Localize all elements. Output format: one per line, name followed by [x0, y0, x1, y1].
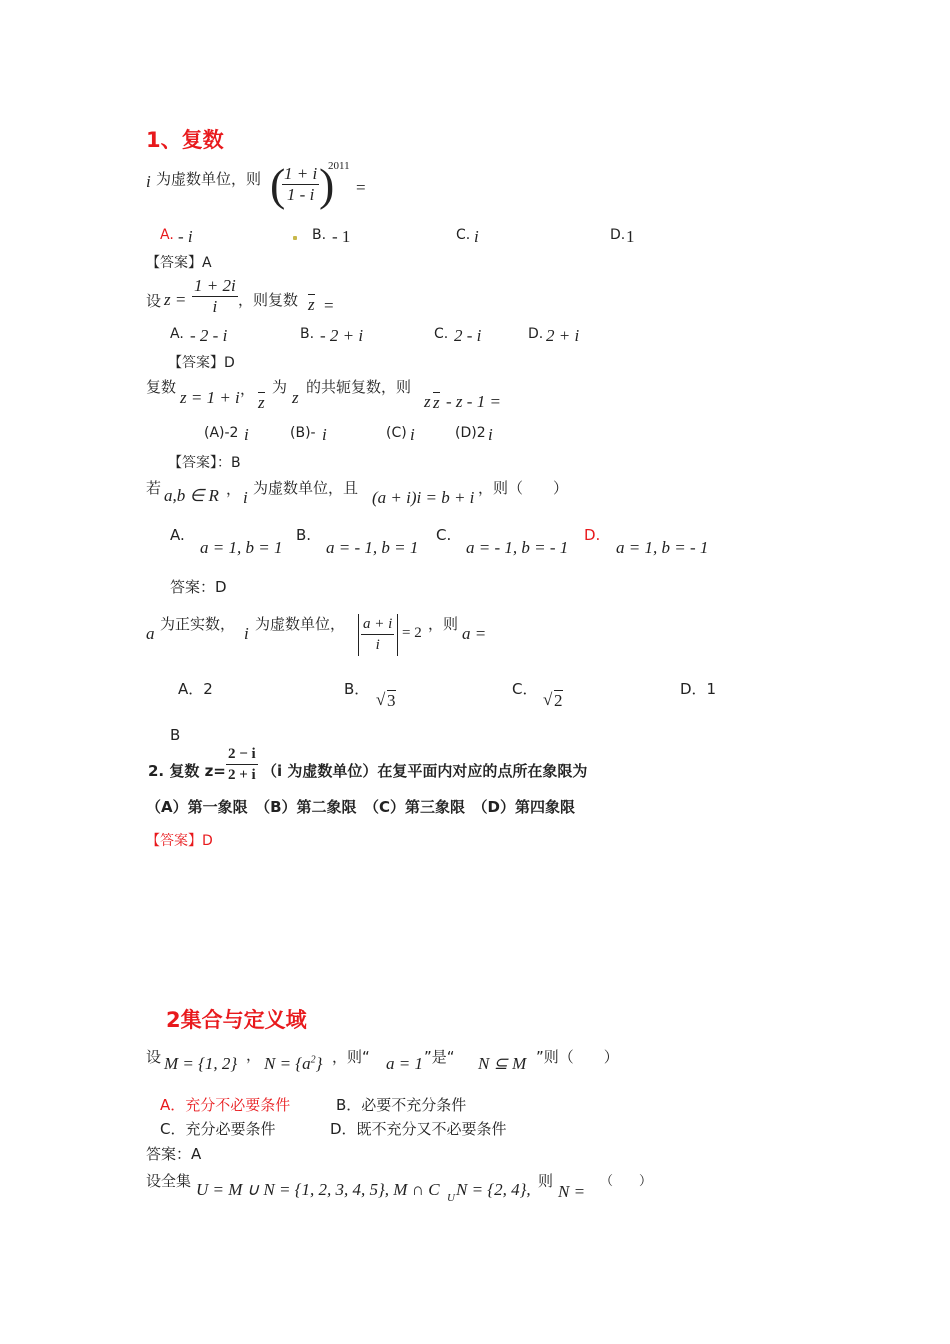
option-a-label: A. — [170, 326, 184, 342]
set-n-text: N = {a — [264, 1054, 311, 1073]
sqrt-symbol: √ — [376, 690, 386, 709]
math-a: a — [146, 624, 155, 643]
answer: B — [170, 726, 181, 744]
n-equals: N = — [558, 1182, 586, 1201]
question-text: （i 为虚数单位）在复平面内对应的点所在象限为 — [262, 762, 588, 780]
question-text: 为虚数单位，且 — [253, 479, 359, 497]
question-text: 则 — [538, 1172, 554, 1190]
fraction — [282, 164, 319, 205]
set-n — [264, 1054, 322, 1074]
question-text: 复数 — [146, 378, 177, 396]
section-title-complex: 1、复数 — [146, 128, 224, 152]
equals-sign: = — [324, 296, 334, 315]
option-d-value: i — [488, 425, 493, 444]
fraction-denominator: 1 - i — [286, 185, 315, 204]
option-b-value: a = - 1, b = 1 — [326, 538, 419, 557]
option-d-label: D. — [584, 526, 601, 544]
z-conjugate: z — [308, 295, 315, 314]
answer: 【答案】D — [168, 355, 235, 371]
fraction-denominator: 2 + i — [228, 767, 256, 783]
question-text: ”则（ ） — [536, 1048, 619, 1066]
expr-z: z — [424, 392, 431, 411]
equation: (a + i)i = b + i — [372, 488, 475, 507]
equals-two: = 2 — [402, 625, 422, 641]
exponent: 2011 — [328, 160, 350, 172]
question-text: ，则 — [428, 615, 459, 633]
option-a-value: - 2 - i — [190, 326, 228, 345]
answer: 答案：A — [146, 1145, 202, 1163]
fraction — [192, 276, 238, 317]
option-c-label: (C) — [386, 425, 407, 441]
option-b-label: B. — [296, 526, 312, 544]
option-d-label: D. — [528, 326, 544, 342]
comma: ， — [246, 1046, 262, 1064]
option-c-label: C. — [456, 227, 471, 243]
option-d-label: (D)2 — [455, 425, 486, 441]
fraction-denominator: i — [212, 297, 218, 316]
expression: U = M ∪ N = {1, 2, 3, 4, 5}, M ∩ C — [196, 1180, 440, 1199]
answer: 答案：D — [170, 578, 227, 596]
option-b-label: B． — [344, 680, 370, 698]
fraction — [226, 744, 258, 785]
answer: 【答案】：B — [168, 455, 241, 471]
sqrt-symbol: √ — [543, 690, 553, 709]
abs-left-bar — [358, 614, 359, 656]
option-d-value: 1 — [626, 227, 635, 246]
option-b-value: - 1 — [332, 227, 351, 246]
question-text: 设 — [146, 1048, 162, 1066]
subset-expr: N ⊆ M — [478, 1054, 527, 1073]
z-conjugate: z — [258, 393, 265, 412]
option-b: B．必要不充分条件 — [336, 1096, 467, 1114]
option-c: C．充分必要条件 — [160, 1120, 276, 1138]
question-text: ，则（ ） — [478, 479, 569, 497]
math-i: i — [243, 488, 248, 507]
answer: 【答案】D — [146, 833, 213, 849]
question-text: ，则复数 — [238, 291, 299, 309]
question-text: 设全集 — [146, 1172, 192, 1190]
option-a-label: A. — [160, 227, 174, 243]
z-equals: z = — [164, 290, 187, 309]
question-text: 为 — [272, 378, 288, 396]
z-var: z — [292, 388, 299, 407]
option-b-value: - 2 + i — [320, 326, 364, 345]
question-label: 2. 复数 z= — [148, 762, 226, 780]
option-c-label: C. — [436, 526, 452, 544]
math-i: i — [244, 624, 249, 643]
fraction — [361, 614, 394, 655]
option-d: D．1 — [680, 680, 717, 698]
option-c-value: i — [474, 227, 479, 246]
option-c-label: C. — [434, 326, 449, 342]
question-text: 的共轭复数，则 — [306, 378, 412, 396]
option-a-label: (A)-2 — [204, 425, 239, 441]
fraction-numerator: a + i — [361, 614, 394, 635]
right-paren: ) — [319, 159, 335, 210]
option-b-label: B. — [300, 326, 315, 342]
superscript: 2 — [310, 1054, 316, 1066]
comma: ， — [226, 480, 242, 498]
option-b-label: (B)- — [290, 425, 316, 441]
option-a-value: - i — [178, 227, 193, 246]
option-c-value: 2 — [554, 691, 563, 710]
options-line: （A）第一象限 （B）第二象限 （C）第三象限 （D）第四象限 — [146, 798, 576, 816]
section-title-sets: 2集合与定义域 — [166, 1008, 307, 1032]
equals-sign: = — [356, 178, 366, 197]
a-equals: a = — [462, 624, 487, 643]
option-d-value: a = 1, b = - 1 — [616, 538, 709, 557]
fraction-numerator: 2 − i — [226, 744, 258, 765]
set-m: M = {1, 2} — [164, 1054, 238, 1073]
question-text: ，则“ — [332, 1048, 370, 1066]
option-b-label: B. — [312, 227, 327, 243]
ab-in-r: a,b ∈ R — [164, 486, 219, 505]
option-b-value: i — [322, 425, 327, 444]
expression: N = {2, 4}, — [456, 1180, 531, 1199]
option-d: D．既不充分又不必要条件 — [330, 1120, 507, 1138]
left-paren: ( — [270, 159, 286, 210]
fraction-numerator: 1 + 2i — [194, 276, 236, 295]
option-a-value: a = 1, b = 1 — [200, 538, 283, 557]
question-text: 为虚数单位， — [255, 615, 346, 633]
comma: ， — [240, 380, 256, 398]
blank-paren: （ ） — [600, 1174, 653, 1189]
option-a-value: i — [244, 425, 249, 444]
answer: 【答案】A — [146, 255, 212, 271]
option-d-value: 2 + i — [546, 326, 580, 345]
z-equals: z = 1 + i — [180, 388, 240, 407]
fraction-numerator: 1 + i — [284, 164, 318, 183]
question-text: 为正实数， — [160, 615, 236, 633]
set-n-close: } — [315, 1054, 323, 1073]
option-d-label: D. — [610, 227, 626, 243]
a-equals-1: a = 1 — [386, 1054, 423, 1073]
option-a: A．2 — [178, 680, 213, 698]
question-text: ”是“ — [424, 1048, 455, 1066]
fraction-denominator: i — [375, 637, 380, 653]
option-a: A．充分不必要条件 — [160, 1096, 291, 1114]
option-a-label: A. — [170, 526, 185, 544]
option-c-label: C． — [512, 680, 538, 698]
option-c-value: 2 - i — [454, 326, 482, 345]
option-c-value: i — [410, 425, 415, 444]
question-text: 设 — [146, 292, 162, 310]
expr-z-conjugate: z — [433, 393, 440, 412]
question-text: 为虚数单位，则 — [156, 170, 262, 188]
option-c-value: a = - 1, b = - 1 — [466, 538, 569, 557]
subscript-u: U — [447, 1192, 455, 1204]
math-i: i — [146, 172, 151, 191]
question-text: 若 — [146, 479, 162, 497]
expr-rest: - z - 1 = — [446, 392, 501, 411]
option-b-value: 3 — [387, 691, 396, 710]
bullet-mark — [293, 236, 297, 240]
abs-right-bar — [397, 614, 398, 656]
